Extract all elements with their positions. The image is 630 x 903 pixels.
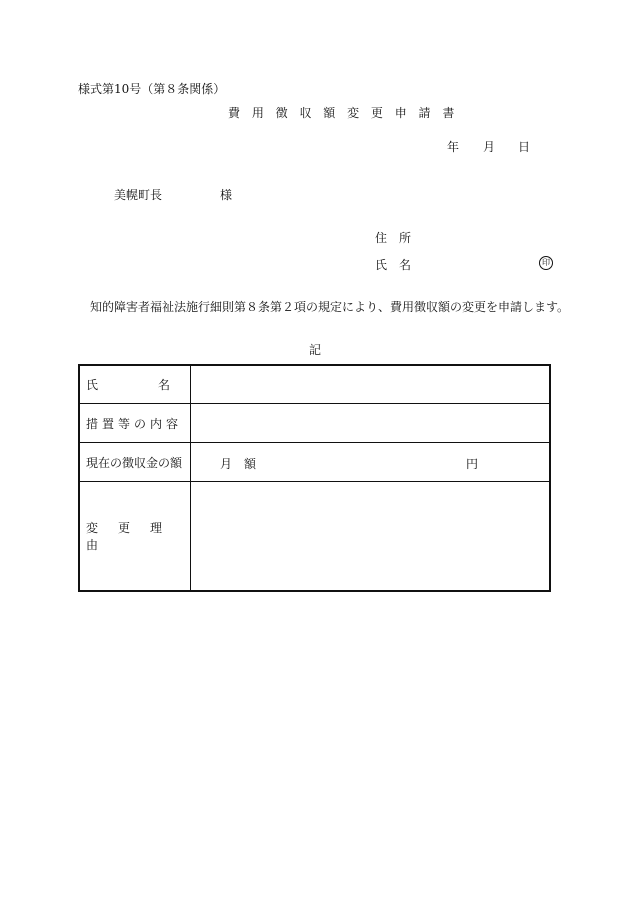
date-month: 月 — [483, 140, 496, 154]
address-label: 住 所 — [375, 231, 412, 245]
table-row-reason — [80, 482, 549, 590]
measure-value-field[interactable] — [191, 404, 549, 442]
label-cell — [80, 404, 191, 442]
name-value-field[interactable] — [191, 366, 549, 403]
table-row-measure — [80, 404, 549, 443]
row-label-name: 氏 名 — [86, 378, 171, 392]
row-label-measure: 措置等の内容 — [86, 416, 183, 431]
seal-mark: 印 — [539, 256, 553, 270]
row-label-current-amount: 現在の徴収金の額 — [86, 455, 183, 470]
form-number: 様式第10号（第８条関係） — [78, 82, 226, 96]
addressee-name: 美幌町長 — [114, 188, 163, 202]
name-label: 氏 名 — [375, 258, 412, 272]
table-row-current-amount — [80, 443, 549, 482]
addressee-honorific: 様 — [220, 188, 233, 202]
row-label-reason: 変 更 理 由 — [86, 521, 183, 552]
page-title: 費 用 徴 収 額 変 更 申 請 書 — [228, 106, 459, 120]
reason-value-field[interactable] — [191, 482, 549, 590]
label-cell — [80, 443, 191, 481]
date-day: 日 — [518, 140, 531, 154]
record-heading: 記 — [309, 343, 322, 357]
label-cell — [80, 482, 191, 590]
table-row-name — [80, 366, 549, 404]
application-table — [78, 364, 551, 592]
date-year: 年 — [447, 140, 460, 154]
body-text: 知的障害者福祉法施行細則第８条第２項の規定により、費用徴収額の変更を申請します。 — [90, 300, 570, 314]
monthly-label: 月 額 — [220, 457, 257, 471]
label-cell — [80, 366, 191, 403]
yen-unit: 円 — [466, 457, 479, 471]
current-amount-field[interactable] — [191, 443, 549, 481]
